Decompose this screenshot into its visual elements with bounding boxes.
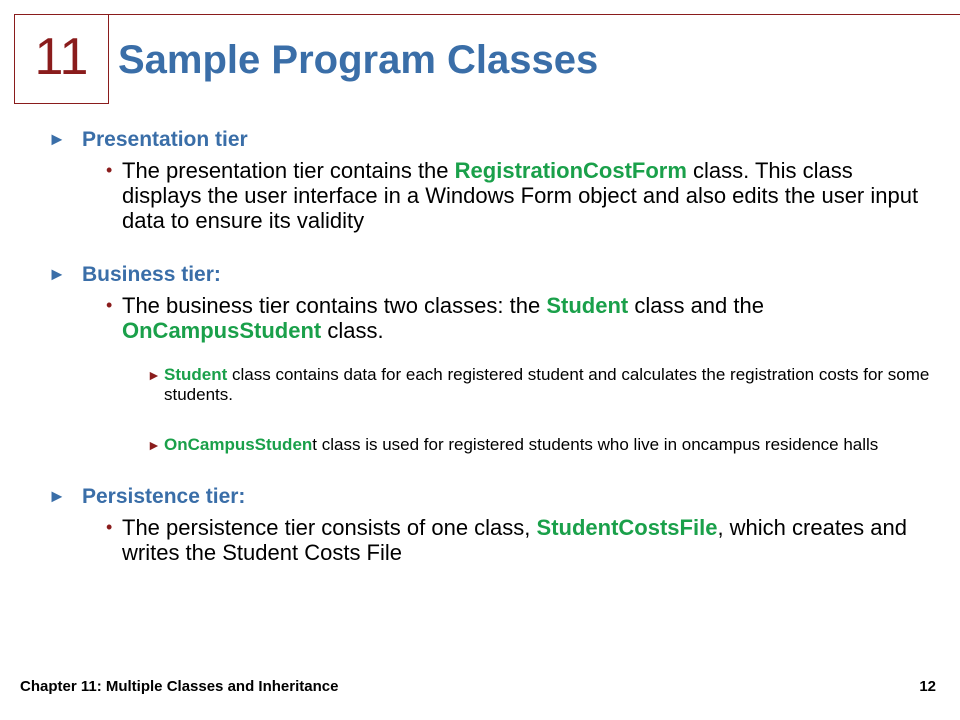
class-name-highlight: OnCampusStudent [122,318,322,343]
section-heading-persistence [48,485,938,509]
class-name-highlight: Student [546,293,629,318]
section-heading-label: Presentation tier [82,128,248,151]
section-heading-business [48,263,938,287]
footer-page-number: 12 [919,678,936,695]
chapter-box [14,14,109,104]
section-heading-label: Business tier: [82,263,221,286]
bullet-dot-icon: • [106,160,113,180]
right-triangle-icon: ► [48,264,66,284]
bullet-dot-icon: • [106,517,113,537]
chapter-number: 11 [34,28,89,86]
slide-title: Sample Program Classes [118,38,599,82]
body-text: class. This class displays the user interface in a Windows Form object and also edits the user input data to ensure its validity [122,158,919,233]
class-name-highlight: RegistrationCostForm [454,158,687,183]
class-name-highlight: OnCampusStuden [164,435,313,454]
slide-content [48,128,938,565]
body-text: , which creates and writes the Student Costs File [122,515,907,565]
right-triangle-icon: ► [48,486,66,506]
right-triangle-icon: ► [147,437,161,453]
class-name-highlight: Student [164,365,228,384]
section-body-business [48,293,938,343]
body-text: class. [321,318,384,343]
sub-item-student [48,365,938,405]
section-heading-label: Persistence tier: [82,485,246,508]
footer-chapter-title: Chapter 11: Multiple Classes and Inheritance [20,678,339,695]
body-text: The business tier contains two classes: the [122,293,547,318]
sub-item-text: t class is used for registered students who live in oncampus residence halls [312,435,879,454]
class-name-highlight: StudentCostsFile [536,515,718,540]
right-triangle-icon: ► [147,367,161,383]
section-body-persistence [48,515,938,565]
bullet-dot-icon: • [106,295,113,315]
top-rule [14,14,960,15]
body-text: The persistence tier consists of one class, [122,515,537,540]
section-heading-presentation [48,128,938,152]
right-triangle-icon: ► [48,129,66,149]
body-text: class and the [628,293,764,318]
sub-item-oncampusstudent [48,435,938,455]
sub-item-text: class contains data for each registered student and calculates the registration costs for some students. [164,365,930,404]
section-body-presentation [48,158,938,233]
body-text: The presentation tier contains the [122,158,455,183]
